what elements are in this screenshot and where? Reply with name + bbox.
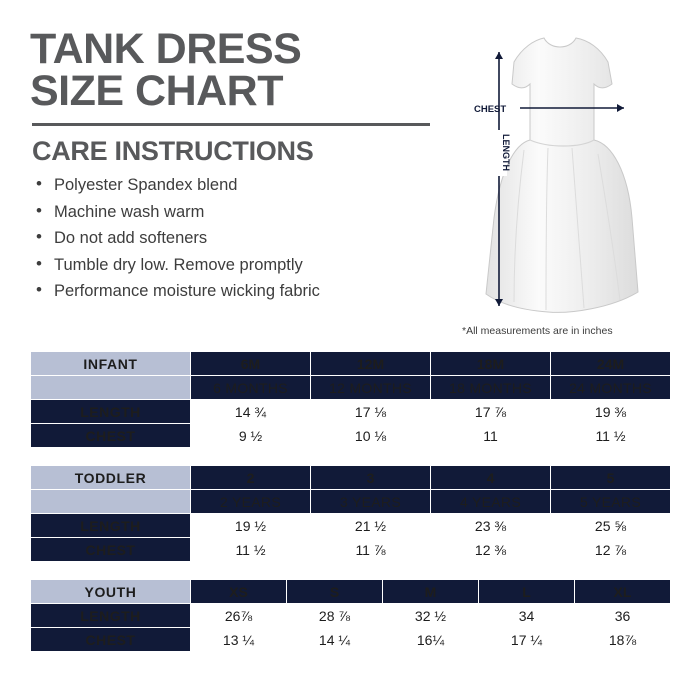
- cell-value: 34: [479, 604, 575, 628]
- cell-value: 12 ⅜: [431, 538, 551, 562]
- size-header: 12M: [311, 352, 431, 376]
- size-header: XL: [575, 580, 671, 604]
- size-subheader: 5 YEARS: [551, 490, 671, 514]
- row-label-chest: CHEST: [31, 538, 191, 562]
- table-row: [31, 352, 671, 376]
- cell-value: 11 ½: [551, 424, 671, 448]
- care-instructions-list: [30, 177, 450, 300]
- cell-value: 11: [431, 424, 551, 448]
- size-header: XS: [191, 580, 287, 604]
- row-label-length: LENGTH: [31, 604, 191, 628]
- row-label-chest: CHEST: [31, 628, 191, 652]
- size-header: 18M: [431, 352, 551, 376]
- cell-value: 12 ⅞: [551, 538, 671, 562]
- cell-value: 25 ⅝: [551, 514, 671, 538]
- spacer-cell: [31, 490, 191, 514]
- size-subheader: 6 MONTHS: [191, 376, 311, 400]
- cell-value: 11 ½: [191, 538, 311, 562]
- cell-value: 21 ½: [311, 514, 431, 538]
- page-title: [30, 25, 450, 116]
- dress-illustration: [452, 22, 677, 342]
- size-subheader: 18 MONTHS: [431, 376, 551, 400]
- list-item: • Tumble dry low. Remove promptly: [34, 257, 450, 274]
- cell-value: 17 ⅛: [311, 400, 431, 424]
- cell-value: 14 ¼: [287, 628, 383, 652]
- size-header: L: [479, 580, 575, 604]
- cell-value: 9 ½: [191, 424, 311, 448]
- dress-svg: [452, 22, 677, 342]
- list-item: • Do not add softeners: [34, 230, 450, 247]
- size-header: 6M: [191, 352, 311, 376]
- cell-value: 17 ¼: [479, 628, 575, 652]
- page-title-line2: SIZE CHART: [30, 67, 283, 116]
- cell-value: 17 ⅞: [431, 400, 551, 424]
- cell-value: 36: [575, 604, 671, 628]
- measurement-note: *All measurements are in inches: [462, 325, 613, 337]
- spacer-cell: [31, 376, 191, 400]
- table-row: [31, 604, 671, 628]
- size-subheader: 4 YEARS: [431, 490, 551, 514]
- table-row: [31, 424, 671, 448]
- care-instructions-title: CARE INSTRUCTIONS: [32, 136, 314, 167]
- table-row: [31, 376, 671, 400]
- list-item: • Machine wash warm: [34, 204, 450, 221]
- table-row: [31, 466, 671, 490]
- list-item: • Polyester Spandex blend: [34, 177, 450, 194]
- table-row: [31, 400, 671, 424]
- table-row: [31, 628, 671, 652]
- size-header: S: [287, 580, 383, 604]
- size-subheader: 12 MONTHS: [311, 376, 431, 400]
- size-header: 5: [551, 466, 671, 490]
- cell-value: 19 ½: [191, 514, 311, 538]
- table-row: [31, 580, 671, 604]
- cell-value: 18⅞: [575, 628, 671, 652]
- cell-value: 14 ¾: [191, 400, 311, 424]
- table-row: [31, 514, 671, 538]
- size-subheader: 24 MONTHS: [551, 376, 671, 400]
- table-youth: [30, 579, 671, 652]
- size-subheader: 2 YEARS: [191, 490, 311, 514]
- list-item: • Performance moisture wicking fabric: [34, 283, 450, 300]
- group-label-toddler: TODDLER: [31, 466, 191, 490]
- group-label-infant: INFANT: [31, 352, 191, 376]
- table-row: [31, 538, 671, 562]
- row-label-length: LENGTH: [31, 400, 191, 424]
- cell-value: 10 ⅛: [311, 424, 431, 448]
- chest-label: CHEST: [474, 104, 507, 115]
- row-label-length: LENGTH: [31, 514, 191, 538]
- table-infant: [30, 351, 671, 448]
- cell-value: 16¼: [383, 628, 479, 652]
- length-label: LENGTH: [501, 134, 511, 171]
- cell-value: 13 ¼: [191, 628, 287, 652]
- cell-value: 23 ⅜: [431, 514, 551, 538]
- row-label-chest: CHEST: [31, 424, 191, 448]
- table-row: [31, 490, 671, 514]
- cell-value: 19 ⅜: [551, 400, 671, 424]
- page-title-line1: TANK DRESS: [30, 25, 302, 73]
- size-header: 2: [191, 466, 311, 490]
- size-header: M: [383, 580, 479, 604]
- table-toddler: [30, 465, 671, 562]
- size-header: 4: [431, 466, 551, 490]
- title-divider: [32, 123, 430, 126]
- group-label-youth: YOUTH: [31, 580, 191, 604]
- header-block: [30, 25, 450, 310]
- size-header: 3: [311, 466, 431, 490]
- cell-value: 28 ⅞: [287, 604, 383, 628]
- cell-value: 11 ⅞: [311, 538, 431, 562]
- cell-value: 32 ½: [383, 604, 479, 628]
- size-header: 24M: [551, 352, 671, 376]
- size-subheader: 3 YEARS: [311, 490, 431, 514]
- cell-value: 26⅞: [191, 604, 287, 628]
